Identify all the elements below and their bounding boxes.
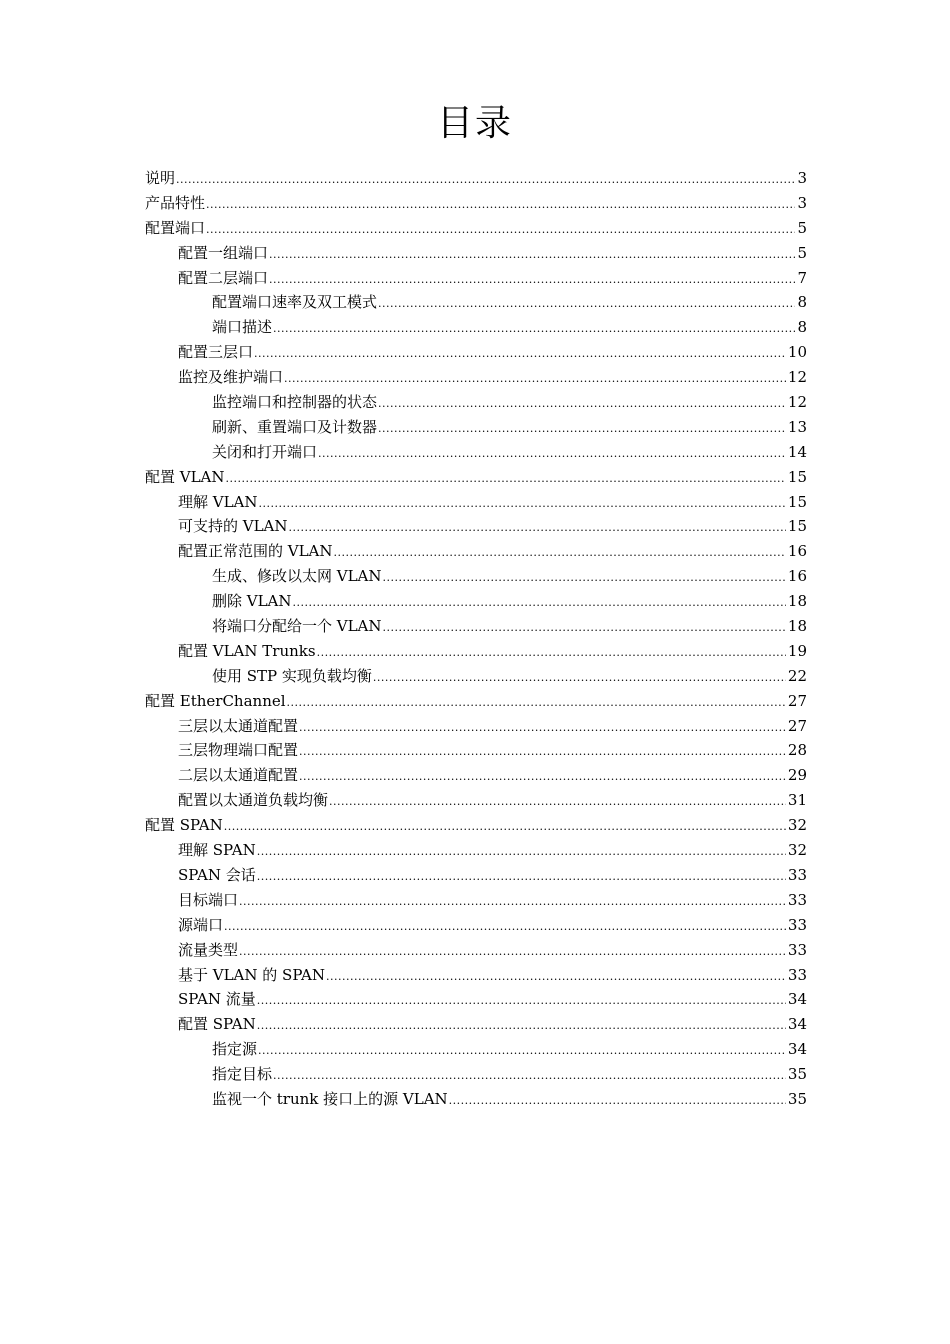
toc-entry-label: 删除 VLAN [212,592,292,611]
toc-dot-leader [378,292,795,317]
toc-entry-label: SPAN 流量 [178,990,256,1009]
toc-entry-page-number: 19 [787,641,807,660]
toc-entry[interactable] [145,415,807,440]
toc-entry[interactable] [145,838,807,863]
toc-entry[interactable] [145,241,807,266]
toc-dot-leader [299,765,786,790]
toc-entry-label: 生成、修改以太网 VLAN [212,567,382,586]
toc-dot-leader [176,168,795,193]
toc-entry-page-number: 18 [787,592,807,611]
toc-entry-label: 配置一组端口 [178,243,269,262]
toc-dot-leader [293,591,786,616]
toc-entry-page-number: 15 [787,467,807,486]
toc-dot-leader [259,492,786,517]
toc-entry-label: 二层以太通道配置 [178,766,299,785]
toc-entry[interactable] [145,564,807,589]
toc-entry[interactable] [145,938,807,963]
toc-entry-label: 产品特性 [145,193,206,212]
toc-dot-leader [273,1064,786,1089]
toc-entry[interactable] [145,888,807,913]
toc-entry-label: 流量类型 [178,940,239,959]
toc-dot-leader [206,218,795,243]
toc-entry-label: 配置端口 [145,218,206,237]
toc-entry-page-number: 14 [787,442,807,461]
toc-dot-leader [273,317,795,342]
toc-entry-label: 监视一个 trunk 接口上的源 VLAN [212,1089,448,1108]
toc-entry-label: 可支持的 VLAN [178,517,288,536]
toc-entry-label: 三层以太通道配置 [178,716,299,735]
toc-entry-label: 配置以太通道负载均衡 [178,791,329,810]
toc-entry[interactable] [145,440,807,465]
toc-dot-leader [334,541,786,566]
toc-entry-label: 将端口分配给一个 VLAN [212,617,382,636]
toc-entry[interactable] [145,963,807,988]
toc-dot-leader [224,915,786,940]
toc-entry[interactable] [145,738,807,763]
toc-entry-label: 理解 VLAN [178,492,258,511]
toc-dot-leader [449,1089,786,1114]
toc-entry-page-number: 8 [797,318,807,337]
toc-dot-leader [239,940,786,965]
toc-entry[interactable] [145,365,807,390]
toc-entry-page-number: 15 [787,492,807,511]
toc-entry[interactable] [145,813,807,838]
toc-entry-page-number: 22 [787,666,807,685]
toc-entry-page-number: 34 [787,990,807,1009]
toc-dot-leader [287,691,786,716]
toc-entry-page-number: 10 [787,343,807,362]
toc-entry-label: 源端口 [178,915,224,934]
toc-entry-page-number: 33 [787,865,807,884]
toc-entry-page-number: 27 [787,691,807,710]
toc-dot-leader [383,566,786,591]
toc-entry[interactable] [145,863,807,888]
toc-entry-label: 三层物理端口配置 [178,741,299,760]
toc-entry-page-number: 8 [797,293,807,312]
toc-dot-leader [269,268,795,293]
toc-entry-page-number: 16 [787,567,807,586]
toc-title: 目录 [436,103,513,144]
toc-dot-leader [258,1039,786,1064]
toc-entry[interactable] [145,589,807,614]
toc-entry-page-number: 33 [787,940,807,959]
toc-entry[interactable] [145,1062,807,1087]
toc-dot-leader [318,442,786,467]
toc-list [145,166,807,1112]
toc-dot-leader [378,417,786,442]
toc-entry[interactable] [145,763,807,788]
toc-dot-leader [257,865,786,890]
toc-entry-label: 配置正常范围的 VLAN [178,542,333,561]
toc-entry-page-number: 35 [787,1065,807,1084]
toc-entry-page-number: 15 [787,517,807,536]
toc-entry-page-number: 35 [787,1089,807,1108]
toc-entry-label: 监控及维护端口 [178,368,284,387]
toc-entry-label: 配置 EtherChannel [145,691,286,710]
toc-entry[interactable] [145,714,807,739]
toc-entry-page-number: 29 [787,766,807,785]
toc-entry-label: 配置端口速率及双工模式 [212,293,378,312]
toc-entry-page-number: 32 [787,841,807,860]
toc-entry[interactable] [145,664,807,689]
toc-dot-leader [299,740,786,765]
toc-entry-page-number: 3 [797,193,807,212]
toc-entry[interactable] [145,614,807,639]
toc-entry-page-number: 12 [787,368,807,387]
toc-dot-leader [284,367,786,392]
toc-entry-label: 刷新、重置端口及计数器 [212,417,378,436]
toc-entry[interactable] [145,788,807,813]
toc-entry[interactable] [145,266,807,291]
toc-entry-page-number: 33 [787,915,807,934]
toc-entry-page-number: 13 [787,417,807,436]
toc-entry-label: 指定源 [212,1040,258,1059]
toc-dot-leader [326,965,786,990]
toc-entry-label: 基于 VLAN 的 SPAN [178,965,326,984]
toc-entry[interactable] [145,639,807,664]
toc-entry-label: 配置 SPAN [178,1015,256,1034]
toc-dot-leader [224,815,786,840]
toc-entry[interactable] [145,490,807,515]
toc-entry-page-number: 7 [797,268,807,287]
toc-entry[interactable] [145,987,807,1012]
toc-entry[interactable] [145,465,807,490]
toc-entry-label: 配置 VLAN [145,467,225,486]
toc-entry-page-number: 5 [797,243,807,262]
toc-entry-page-number: 27 [787,716,807,735]
toc-entry-page-number: 18 [787,617,807,636]
toc-entry-label: 使用 STP 实现负载均衡 [212,666,372,685]
toc-entry[interactable] [145,216,807,241]
toc-entry[interactable] [145,1037,807,1062]
toc-entry-label: 配置三层口 [178,343,254,362]
toc-entry[interactable] [145,1012,807,1037]
toc-entry-label: 端口描述 [212,318,273,337]
toc-dot-leader [329,790,786,815]
toc-entry[interactable] [145,1087,807,1112]
toc-entry-label: 配置 SPAN [145,816,223,835]
toc-dot-leader [254,342,786,367]
toc-entry-label: 说明 [145,169,176,187]
toc-entry[interactable] [145,390,807,415]
toc-entry-label: 监控端口和控制器的状态 [212,393,378,412]
toc-dot-leader [378,392,786,417]
toc-entry-page-number: 32 [787,816,807,835]
toc-entry-page-number: 3 [797,169,807,187]
toc-dot-leader [299,716,786,741]
toc-entry[interactable] [145,191,807,216]
toc-entry-label: 配置 VLAN Trunks [178,641,316,660]
toc-entry[interactable] [145,290,807,315]
toc-entry-page-number: 34 [787,1015,807,1034]
toc-entry[interactable] [145,315,807,340]
toc-dot-leader [289,516,786,541]
toc-dot-leader [269,243,795,268]
toc-entry-page-number: 33 [787,965,807,984]
toc-dot-leader [317,641,786,666]
toc-entry-page-number: 16 [787,542,807,561]
toc-entry-page-number: 34 [787,1040,807,1059]
toc-entry-label: SPAN 会话 [178,865,256,884]
toc-entry-label: 目标端口 [178,890,239,909]
toc-dot-leader [373,666,786,691]
toc-dot-leader [226,467,786,492]
toc-entry[interactable] [145,166,807,191]
toc-entry-page-number: 5 [797,218,807,237]
toc-dot-leader [206,193,795,218]
toc-dot-leader [383,616,786,641]
toc-entry-label: 配置二层端口 [178,268,269,287]
toc-entry-page-number: 28 [787,741,807,760]
toc-entry-label: 指定目标 [212,1065,273,1084]
toc-entry[interactable] [145,913,807,938]
toc-entry[interactable] [145,340,807,365]
toc-entry-page-number: 12 [787,393,807,412]
toc-dot-leader [239,890,786,915]
toc-entry-label: 关闭和打开端口 [212,442,318,461]
toc-dot-leader [257,1014,786,1039]
toc-entry[interactable] [145,689,807,714]
toc-entry-page-number: 31 [787,791,807,810]
toc-entry[interactable] [145,539,807,564]
toc-entry-label: 理解 SPAN [178,841,256,860]
toc-dot-leader [257,840,786,865]
toc-entry[interactable] [145,514,807,539]
toc-dot-leader [257,989,786,1014]
toc-entry-page-number: 33 [787,890,807,909]
